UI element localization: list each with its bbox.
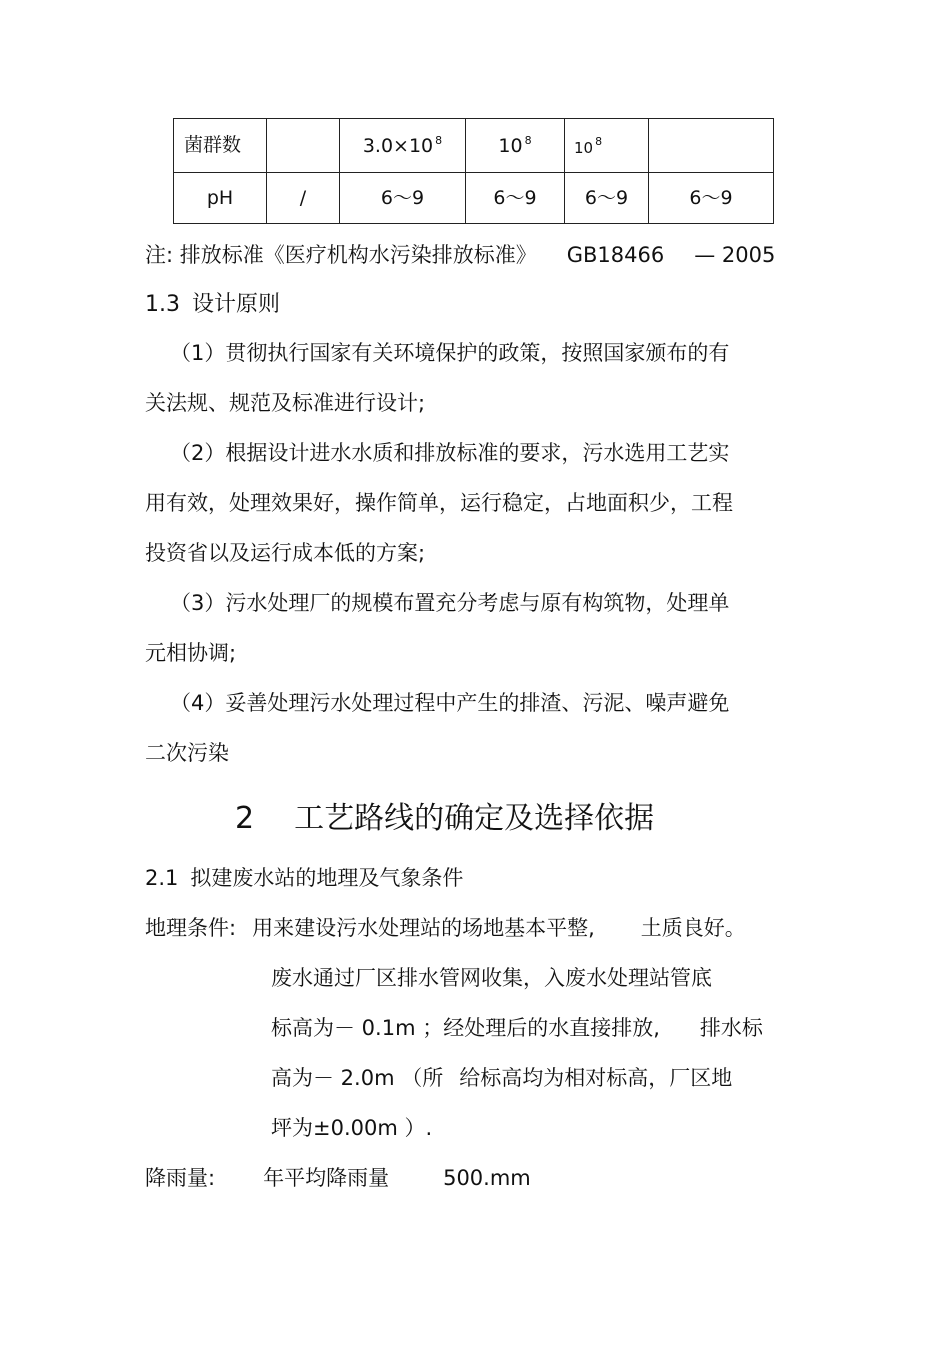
paragraph-line: 投资省以及运行成本低的方案;: [145, 541, 426, 565]
table-cell: [340, 119, 466, 173]
note-code: GB18466: [566, 243, 665, 267]
table-cell: [466, 119, 565, 173]
geo-line-2: 废水通过厂区排水管网收集，入废水处理站管底: [271, 966, 712, 990]
paragraph-line: （1）贯彻执行国家有关环境保护的政策，按照国家颁布的有: [170, 341, 730, 365]
table-cell: pH: [174, 173, 267, 224]
geo-text: 用来建设污水处理站的场地基本平整,: [252, 916, 595, 940]
geo-line-5: 坪为±0.00m ）.: [271, 1116, 433, 1140]
section-number: 2.1: [145, 866, 179, 890]
table-cell: [649, 119, 774, 173]
table-cell: 6～9: [466, 173, 565, 224]
standards-table: [173, 118, 774, 224]
geo-line-3: [271, 1018, 763, 1039]
cell-exponent: 8: [524, 134, 532, 147]
rain-value: 500.mm: [443, 1166, 531, 1190]
table-cell: 菌群数: [174, 119, 267, 173]
chapter-number: 2: [235, 801, 255, 836]
geo-text: 高为－ 2.0m （所: [271, 1066, 444, 1090]
geo-line-4: [271, 1068, 732, 1089]
chapter-title: 工艺路线的确定及选择依据: [294, 801, 655, 836]
table-cell: /: [267, 173, 340, 224]
paragraph-line: （4）妥善处理污水处理过程中产生的排渣、污泥、噪声避免: [170, 691, 730, 715]
section-heading-1-3: [145, 294, 280, 316]
cell-exponent: 8: [435, 134, 443, 147]
section-number: 1.3: [145, 292, 180, 317]
geo-text: 土质良好。: [640, 916, 746, 940]
cell-base: 10: [574, 138, 594, 157]
table-cell: 6～9: [565, 173, 649, 224]
cell-exponent: 8: [595, 134, 603, 148]
section-title: 设计原则: [192, 292, 281, 317]
geo-line-1: [145, 918, 746, 939]
paragraph-line: （3）污水处理厂的规模布置充分考虑与原有构筑物，处理单: [170, 591, 730, 615]
table-row: [174, 119, 774, 173]
note-text: 注: 排放标准《医疗机构水污染排放标准》: [145, 243, 537, 267]
geo-label: 地理条件:: [145, 916, 237, 940]
rain-label: 降雨量:: [145, 1166, 216, 1190]
paragraph-line: （2）根据设计进水水质和排放标准的要求，污水选用工艺实: [170, 441, 730, 465]
geo-text: 排水标: [699, 1016, 763, 1040]
rain-text: 年平均降雨量: [263, 1166, 390, 1190]
paragraph-line: 二次污染: [145, 741, 229, 765]
cell-base: 3.0×10: [362, 135, 434, 157]
chapter-heading-2: [235, 801, 655, 836]
table-cell: [565, 119, 649, 173]
note-year: — 2005: [694, 243, 776, 267]
section-title: 拟建废水站的地理及气象条件: [190, 866, 464, 890]
section-heading-2-1: [145, 868, 463, 889]
paragraph-line: 元相协调;: [145, 641, 237, 665]
rain-line: [145, 1168, 531, 1189]
cell-base: 10: [498, 135, 523, 157]
table-cell: 6～9: [649, 173, 774, 224]
table-cell: [267, 119, 340, 173]
paragraph-line: 关法规、规范及标准进行设计;: [145, 391, 426, 415]
table-note: [145, 245, 775, 266]
table-cell: 6～9: [340, 173, 466, 224]
paragraph-line: 用有效，处理效果好，操作简单，运行稳定，占地面积少，工程: [145, 491, 733, 515]
geo-text: 给标高均为相对标高，厂区地: [459, 1066, 733, 1090]
table-row: [174, 173, 774, 224]
geo-text: 标高为－ 0.1m ；经处理后的水直接排放,: [271, 1016, 660, 1040]
